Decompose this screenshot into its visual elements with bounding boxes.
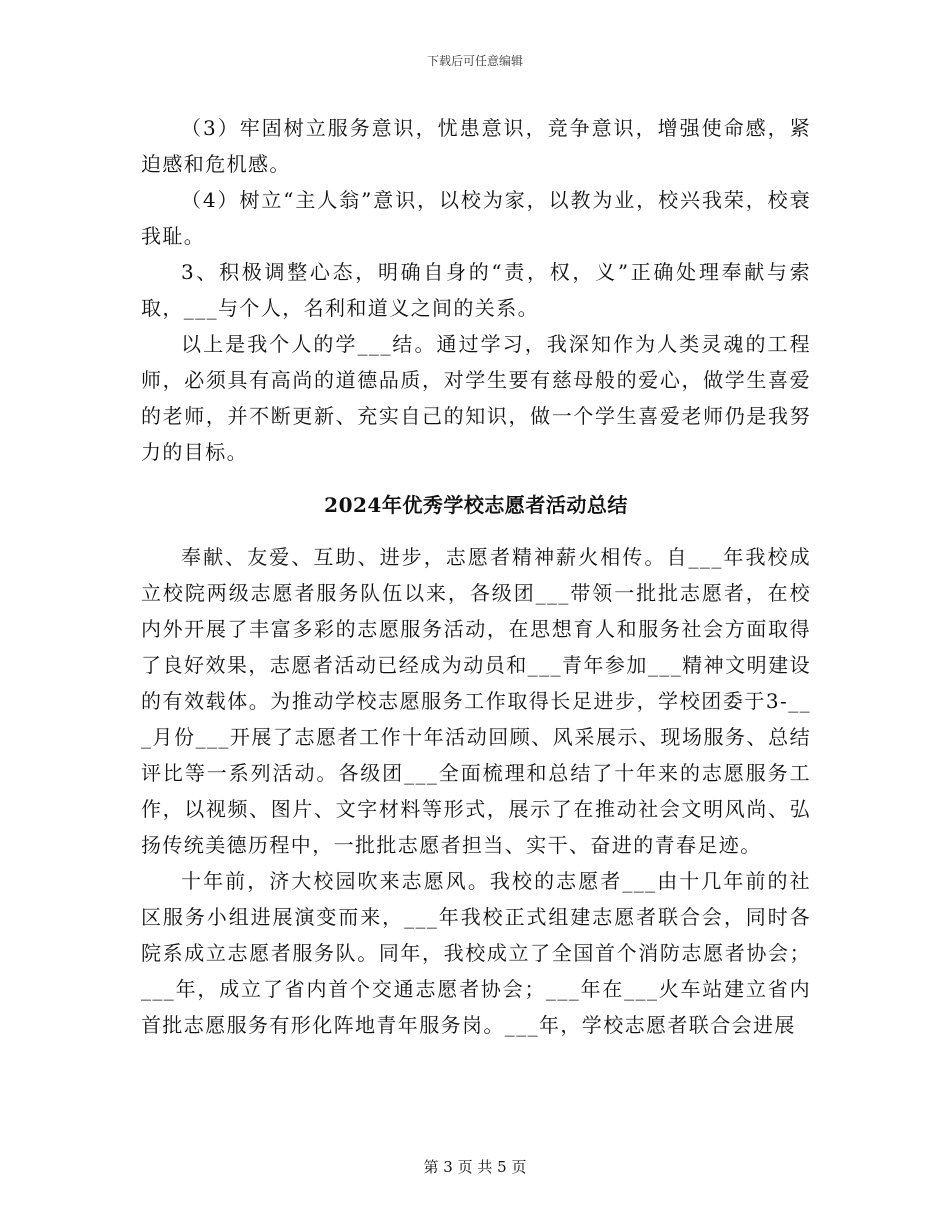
page-header-note: 下载后可任意编辑 xyxy=(426,54,523,68)
paragraph-conclusion: 以上是我个人的学___结。通过学习，我深知作为人类灵魂的工程师，必须具有高尚的道德品质，对学生要有慈母般的爱心，做学生喜爱的老师，并不断更新、充实自己的知识，做一个学生喜爱老师仍是我努力的目标。 xyxy=(141,332,811,464)
paragraph-volunteer-history: 十年前，济大校园吹来志愿风。我校的志愿者___由十几年前的社区服务小组进展演变而来，___年我校正式组建志愿者联合会，同时各院系成立志愿者服务队。同年，我校成立了全国首个消防志愿者协会；___年，成立了省内首个交通志愿者协会；___年在___火车站建立省内首批志愿服务有形化阵地青年服务岗。___年，学校志愿者联合会进展 xyxy=(141,869,811,1037)
page-number: 第 3 页 共 5 页 xyxy=(423,1158,527,1176)
paragraph-item-4: （4）树立“主人翁”意识，以校为家，以教为业，校兴我荣，校衰我耻。 xyxy=(141,188,811,248)
paragraph-item-3: （3）牢固树立服务意识，忧患意识，竞争意识，增强使命感，紧迫感和危机感。 xyxy=(141,116,811,176)
paragraph-adjust-mindset: 3、积极调整心态，明确自身的“责，权，义”正确处理奉献与索取，___与个人，名利和道义之间的关系。 xyxy=(141,260,811,320)
paragraph-volunteer-intro: 奉献、友爱、互助、进步，志愿者精神薪火相传。自___年我校成立校院两级志愿者服务队伍以来，各级团___带领一批批志愿者，在校内外开展了丰富多彩的志愿服务活动，在思想育人和服务社会方面取得了良好效果，志愿者活动已经成为动员和___青年参加___精神文明建设的有效载体。为推动学校志愿服务工作取得长足进步，学校团委于3-___月份___开展了志愿者工作十年活动回顾、风采展示、现场服务、总结评比等一系列活动。各级团___全面梳理和总结了十年来的志愿服务工作，以视频、图片、文字材料等形式，展示了在推动社会文明风尚、弘扬传统美德历程中，一批批志愿者担当、实干、奋进的青春足迹。 xyxy=(141,545,811,857)
document-body xyxy=(141,110,811,1043)
section-title: 2024年优秀学校志愿者活动总结 xyxy=(324,493,628,517)
